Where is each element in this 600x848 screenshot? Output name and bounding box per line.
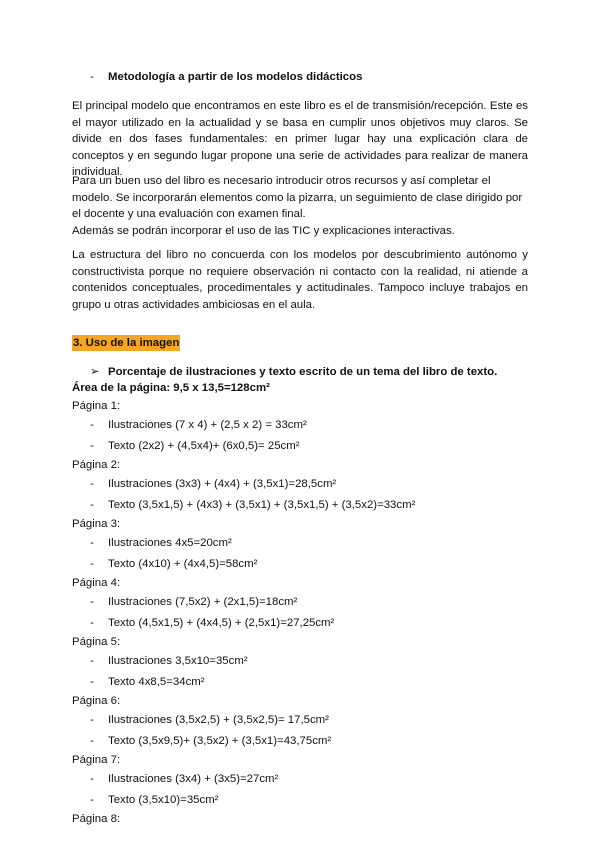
paragraph-text: La estructura del libro no concuerda con los modelos por descubrimiento autónomo y constructivista porque no requiere observación ni contacto con la realidad, ni atiende a contenidos conceptuales, procedimentales y actitudinales. Tampoco incluye trabajos en grupo u otras actividades ambiciosas en el aula. xyxy=(72,249,528,311)
list-item-text: Ilustraciones (3,5x2,5) + (3,5x2,5)= 17,5cm² xyxy=(108,714,329,726)
list-item xyxy=(72,613,532,634)
list-item-text: Ilustraciones (3x4) + (3x5)=27cm² xyxy=(108,773,279,785)
paragraph-2 xyxy=(72,173,528,239)
list-item xyxy=(72,651,532,672)
heading-title: Metodología a partir de los modelos didácticos xyxy=(108,71,363,83)
page-label: Página 6: xyxy=(72,695,121,707)
pages-list xyxy=(72,398,532,828)
page-label: Página 7: xyxy=(72,754,121,766)
list-item-text: Ilustraciones 4x5=20cm² xyxy=(108,537,232,549)
list-item xyxy=(72,415,532,436)
list-item-text: Ilustraciones 3,5x10=35cm² xyxy=(108,655,248,667)
list-item-text: Ilustraciones (7 x 4) + (2,5 x 2) = 33cm² xyxy=(108,419,307,431)
list-item xyxy=(72,672,532,693)
page-area: Área de la página: 9,5 x 13,5=128cm² xyxy=(72,382,270,394)
list-bullet: - xyxy=(90,419,94,431)
paragraph-1 xyxy=(72,98,528,181)
list-item-text: Texto (4,5x1,5) + (4x4,5) + (2,5x1)=27,25cm² xyxy=(108,617,335,629)
list-item xyxy=(72,731,532,752)
list-item-text: Texto (3,5x9,5)+ (3,5x2) + (3,5x1)=43,75cm² xyxy=(108,735,332,747)
list-bullet: - xyxy=(90,537,94,549)
section-3-subtitle xyxy=(90,364,497,378)
list-item xyxy=(72,436,532,457)
list-item-text: Texto (3,5x1,5) + (4x3) + (3,5x1) + (3,5x1,5) + (3,5x2)=33cm² xyxy=(108,499,416,511)
page-label: Página 3: xyxy=(72,518,121,530)
list-item xyxy=(72,554,532,575)
list-bullet: - xyxy=(90,773,94,785)
paragraph-text: Además se podrán incorporar el uso de las TIC y explicaciones interactivas. xyxy=(72,224,455,237)
list-bullet: - xyxy=(90,499,94,511)
arrow-bullet-icon: ➢ xyxy=(90,366,100,378)
list-item xyxy=(72,769,532,790)
list-item xyxy=(72,495,532,516)
list-bullet: - xyxy=(90,735,94,747)
paragraph-3 xyxy=(72,247,528,313)
paragraph-text: El principal modelo que encontramos en este libro es el de transmisión/recepción. Este es el mayor utilizado en la actualidad y se basa en cumplir unos objetivos muy claros. Se divide en dos fases fundamentales: en primer lugar hay una explicación clara de conceptos y en segundo lugar propone una serie de actividades para realizar de manera individual. xyxy=(72,100,528,178)
list-item-text: Ilustraciones (7,5x2) + (2x1,5)=18cm² xyxy=(108,596,298,608)
list-bullet: - xyxy=(90,714,94,726)
list-item xyxy=(72,533,532,554)
list-bullet: - xyxy=(90,440,94,452)
list-bullet: - xyxy=(90,558,94,570)
list-item xyxy=(72,474,532,495)
list-item-text: Texto (2x2) + (4,5x4)+ (6x0,5)= 25cm² xyxy=(108,440,300,452)
list-bullet: - xyxy=(90,478,94,490)
list-item xyxy=(72,790,532,811)
page-label: Página 4: xyxy=(72,577,121,589)
paragraph-text: Para un buen uso del libro es necesario introducir otros recursos y así completar el modelo. Se incorporarán elementos como la pizarra, un seguimiento de clase dirigido por el docente y una evaluación con examen final. xyxy=(72,175,523,220)
section-3-title: 3. Uso de la imagen xyxy=(73,337,180,349)
page-label: Página 2: xyxy=(72,459,121,471)
list-item-text: Texto (4x10) + (4x4,5)=58cm² xyxy=(108,558,258,570)
list-item-text: Texto (3,5x10)=35cm² xyxy=(108,794,219,806)
page-label: Página 5: xyxy=(72,636,121,648)
section-heading xyxy=(90,71,362,83)
list-item-text: Ilustraciones (3x3) + (4x4) + (3,5x1)=28,5cm² xyxy=(108,478,337,490)
list-bullet: - xyxy=(90,676,94,688)
subtitle-text: Porcentaje de ilustraciones y texto escrito de un tema del libro de texto. xyxy=(108,366,498,378)
list-bullet: - xyxy=(90,655,94,667)
page-label: Página 1: xyxy=(72,400,121,412)
page-label: Página 8: xyxy=(72,813,121,825)
list-bullet: - xyxy=(90,794,94,806)
list-item xyxy=(72,592,532,613)
list-bullet: - xyxy=(90,617,94,629)
list-item-text: Texto 4x8,5=34cm² xyxy=(108,676,205,688)
list-item xyxy=(72,710,532,731)
list-bullet: - xyxy=(90,596,94,608)
heading-bullet: - xyxy=(90,71,94,83)
